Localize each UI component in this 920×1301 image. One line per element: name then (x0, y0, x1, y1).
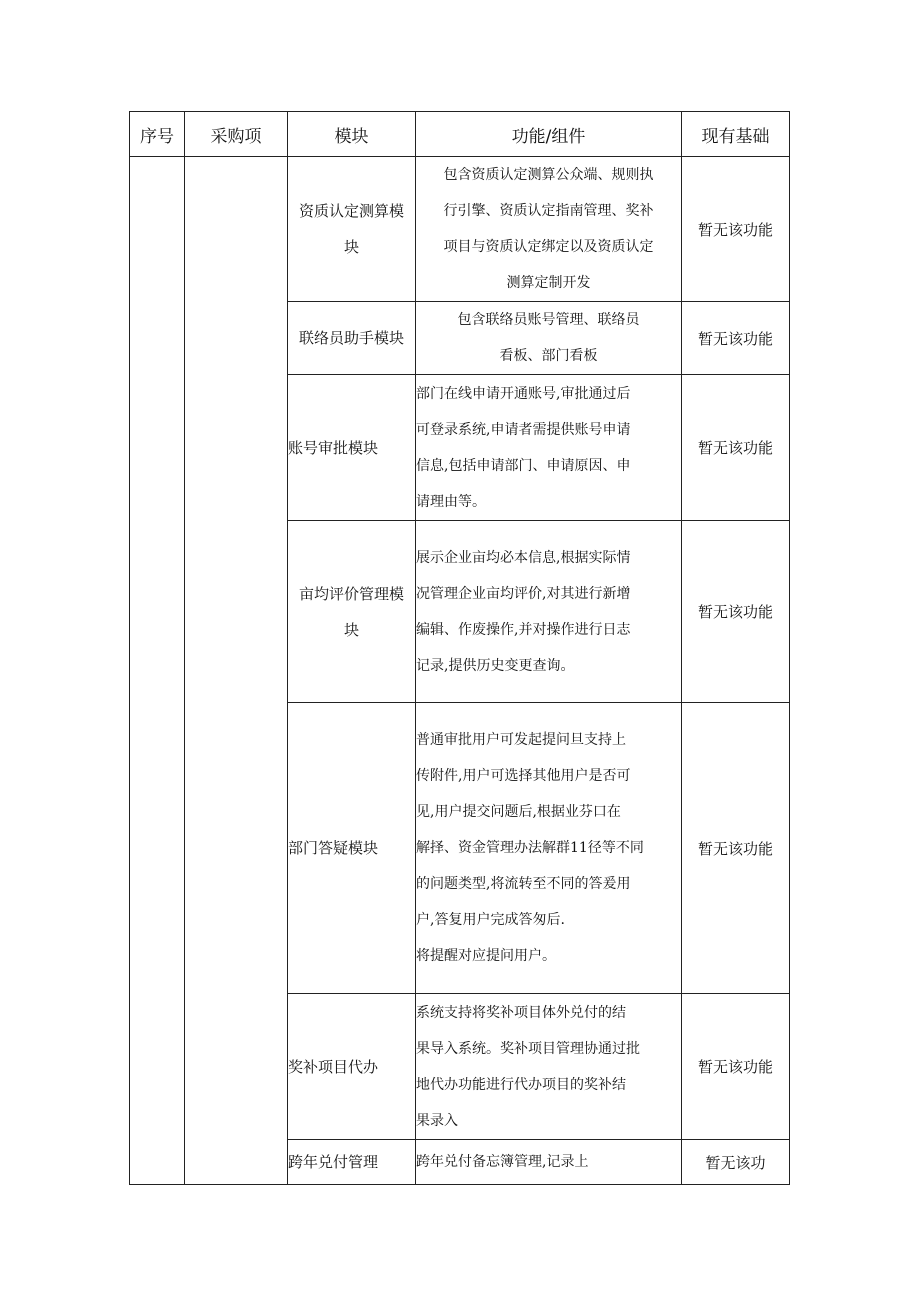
module-cell: 资质认定测算模 块 (288, 157, 416, 302)
basis-cell: 暂无该功能 (682, 302, 790, 375)
module-cell: 联络员助手模块 (288, 302, 416, 375)
seq-cell (130, 157, 185, 1185)
module-cell: 亩均评价管理模 块 (288, 521, 416, 703)
basis-cell: 暂无该功能 (682, 703, 790, 994)
header-function: 功能/组件 (416, 112, 682, 157)
table-row (130, 157, 790, 302)
function-cell: 包含资质认定测算公众端、规则执 行引擎、资质认定指南管理、奖补 项目与资质认定绑定以及资质认定 测算定制开发 (416, 157, 682, 302)
module-cell: 奖补项目代办 (288, 994, 416, 1140)
module-cell: 账号审批模块 (288, 375, 416, 521)
function-cell: 普通审批用户可发起提问旦支持上 传附件,用户可选择其他用户是否可 见,用户提交问题后,根据业芬口在 解择、资金管理办法解群11径等不同 的问题类型,将流转至不同的答爰用 户,答复用户完成答匆后. 将提醒对应提问用户。 (416, 703, 682, 994)
function-cell: 包含联络员账号管理、联络员 看板、部门看板 (416, 302, 682, 375)
function-cell: 展示企业亩均必本信息,根据实际情 况管理企业亩均评价,对其进行新增 编辑、作废操作,并对操作进行日志 记录,提供历史变更查询。 (416, 521, 682, 703)
basis-cell: 暂无该功能 (682, 157, 790, 302)
function-cell: 部门在线申请开通账号,审批通过后 可登录系统,申请者需提供账号申请 信息,包括申请部门、申请原因、申 请理由等。 (416, 375, 682, 521)
item-cell (185, 157, 288, 1185)
basis-cell: 暂无该功能 (682, 375, 790, 521)
header-module: 模块 (288, 112, 416, 157)
header-item: 采购项 (185, 112, 288, 157)
header-row (130, 112, 790, 157)
procurement-table (129, 111, 790, 1185)
module-cell: 跨年兑付管理 (288, 1140, 416, 1185)
basis-cell: 暂无该功能 (682, 994, 790, 1140)
basis-cell: 暂无该功能 (682, 521, 790, 703)
module-cell: 部门答疑模块 (288, 703, 416, 994)
header-basis: 现有基础 (682, 112, 790, 157)
function-cell: 系统支持将奖补项目体外兑付的结 果导入系统。奖补项目管理协通过批 地代办功能进行代办项目的奖补结 果录入 (416, 994, 682, 1140)
header-seq: 序号 (130, 112, 185, 157)
function-cell: 跨年兑付备忘簿管理,记录上 (416, 1140, 682, 1185)
basis-cell: 暂无该功 (682, 1140, 790, 1185)
